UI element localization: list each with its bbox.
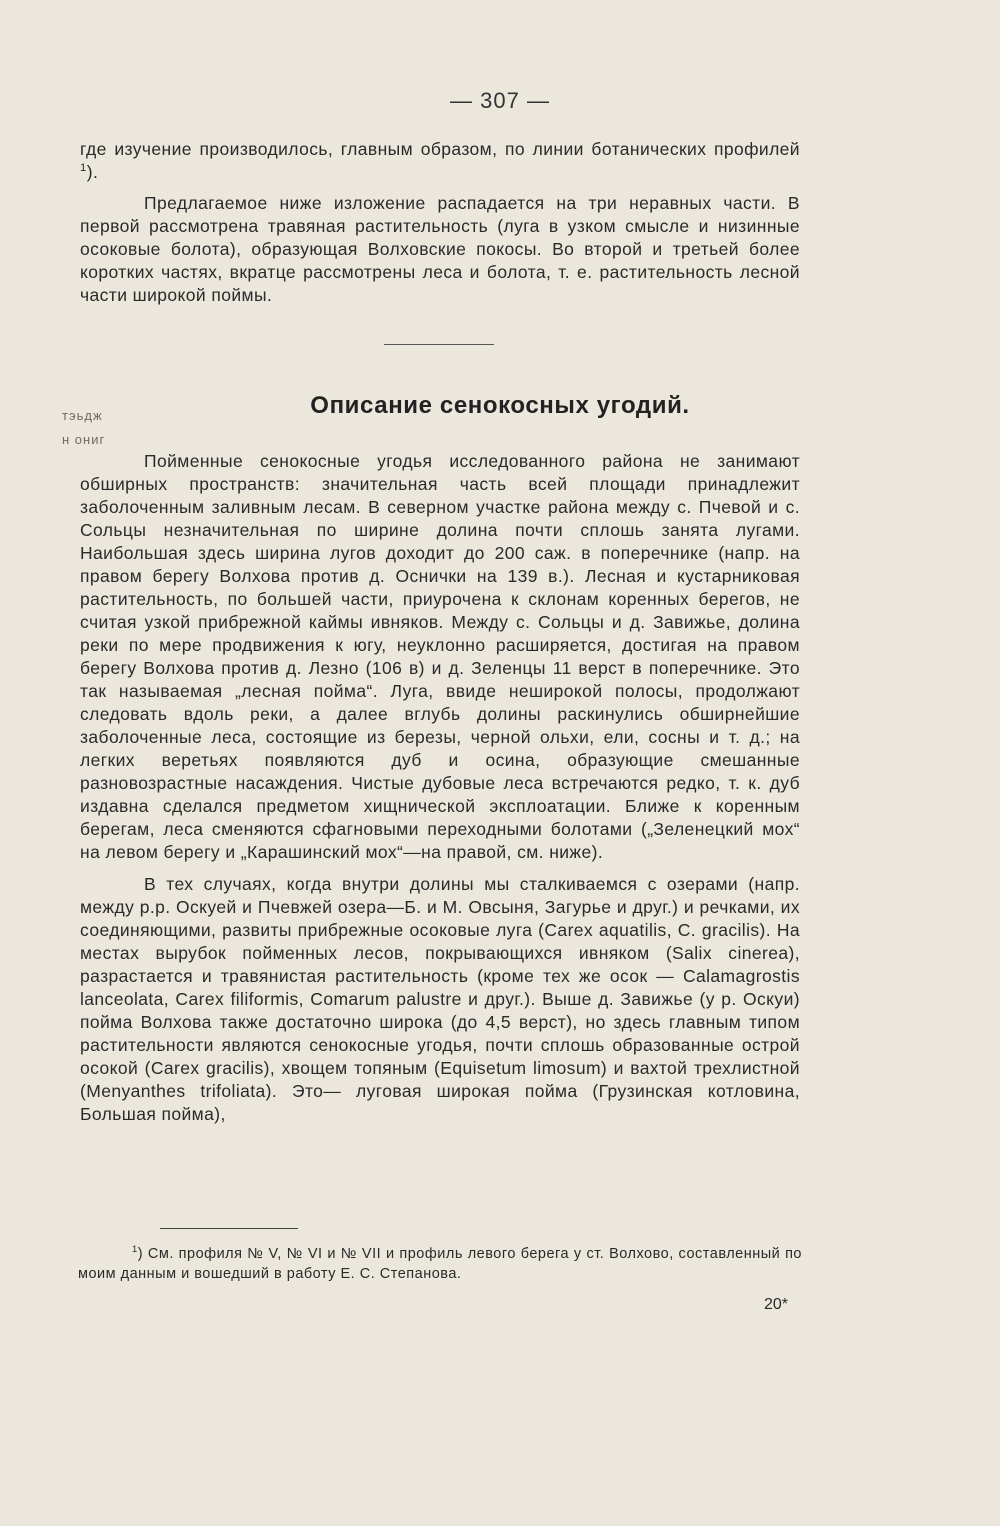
footnote-text: ) См. профиля № V, № VI и № VII и профиль левого берега у ст. Волхово, составленный по моим данным и вошедший в работу Е. С. Степанова.	[78, 1246, 802, 1282]
footnote-marker: 1	[132, 1243, 138, 1255]
intro-continuation-end: ).	[86, 162, 99, 182]
intro-text-block	[80, 138, 800, 307]
footnote-paragraph	[78, 1244, 802, 1284]
intro-paragraph: Предлагаемое ниже изложение распадается на три неравных части. В первой рассмотрена травяная растительность (луга в узком смысле и низинные осоковые болота), образующая Волховские покосы. Во второй и третьей более коротких частях, вкратце рассмотрены леса и болота, т. е. растительность лесной части широкой поймы.	[80, 193, 800, 305]
main-text-block	[80, 450, 800, 1126]
bleed-through-text-1: тэьдж	[62, 408, 103, 423]
footnote	[78, 1244, 802, 1284]
footnote-reference: 1	[80, 162, 87, 175]
intro-continuation-text: где изучение производилось, главным образом, по линии ботанических профилей	[80, 139, 800, 159]
footnote-rule	[160, 1228, 298, 1229]
section-title: Описание сенокосных угодий.	[310, 392, 690, 419]
page-number: — 307 —	[450, 88, 550, 113]
signature-mark: 20*	[763, 1296, 788, 1313]
intro-continuation-paragraph	[80, 138, 800, 184]
section-separator	[384, 344, 494, 345]
bleed-through-text-2: н ониг	[62, 432, 106, 447]
main-paragraph-1: Пойменные сенокосные угодья исследованного района не занимают обширных пространств: значительная часть всей площади принадлежит заболоченным заливным лесам. В северном участке района между с. Пчевой и с. Сольцы незначительная по ширине долина почти сплошь занята лугами. Наибольшая здесь ширина лугов доходит до 200 саж. в поперечнике (напр. на правом берегу Волхова против д. Оснички на 139 в.). Лесная и кустарниковая растительность, по большей части, приурочена к склонам коренных берегов, не считая узкой прибрежной каймы ивняков. Между с. Сольцы и д. Завижье, долина реки по мере продвижения к югу, неуклонно расширяется, достигая на правом берегу Волхова против д. Лезно (106 в) и д. Зеленцы 11 верст в поперечнике. Это так называемая „лесная пойма“. Луга, ввиде неширокой полосы, продолжают следовать вдоль реки, а далее вглубь долины раскинулись обширнейшие заболоченные леса, состоящие из березы, черной ольхи, ели, сосны и т. д.; на легких веретьях появляются дуб и осина, образующие смешанные разновозрастные насаждения. Чистые дубовые леса встречаются редко, т. к. дуб издавна сделался предметом хищнической эксплоатации. Ближе к коренным берегам, леса сменяются сфагновыми переходными болотами („Зеленецкий мох“ на левом берегу и „Карашинский мох“—на правой, см. ниже).	[80, 451, 800, 862]
main-paragraph-2: В тех случаях, когда внутри долины мы сталкиваемся с озерами (напр. между р.р. Оскуей и Пчевжей озера—Б. и М. Овсыня, Загурье и друг.) и речками, их соединяющими, развиты прибрежные осоковые луга (Carex aquatilis, C. gracilis). На местах вырубок пойменных лесов, покрывающихся ивняком (Salix cinerea), разрастается и травянистая растительность (кроме тех же осок — Calamagrostis lanceolata, Carex filiformis, Comarum palustre и друг.). Выше д. Завижье (у р. Оскуи) пойма Волхова также достаточно широка (до 4,5 верст), но здесь главным типом растительности являются сенокосные угодья, почти сплошь образованные острой осокой (Carex gracilis), хвощем топяным (Equisetum limosum) и вахтой трехлистной (Menyanthes trifoliata). Это— луговая широкая пойма (Грузинская котловина, Большая пойма),	[80, 874, 800, 1124]
